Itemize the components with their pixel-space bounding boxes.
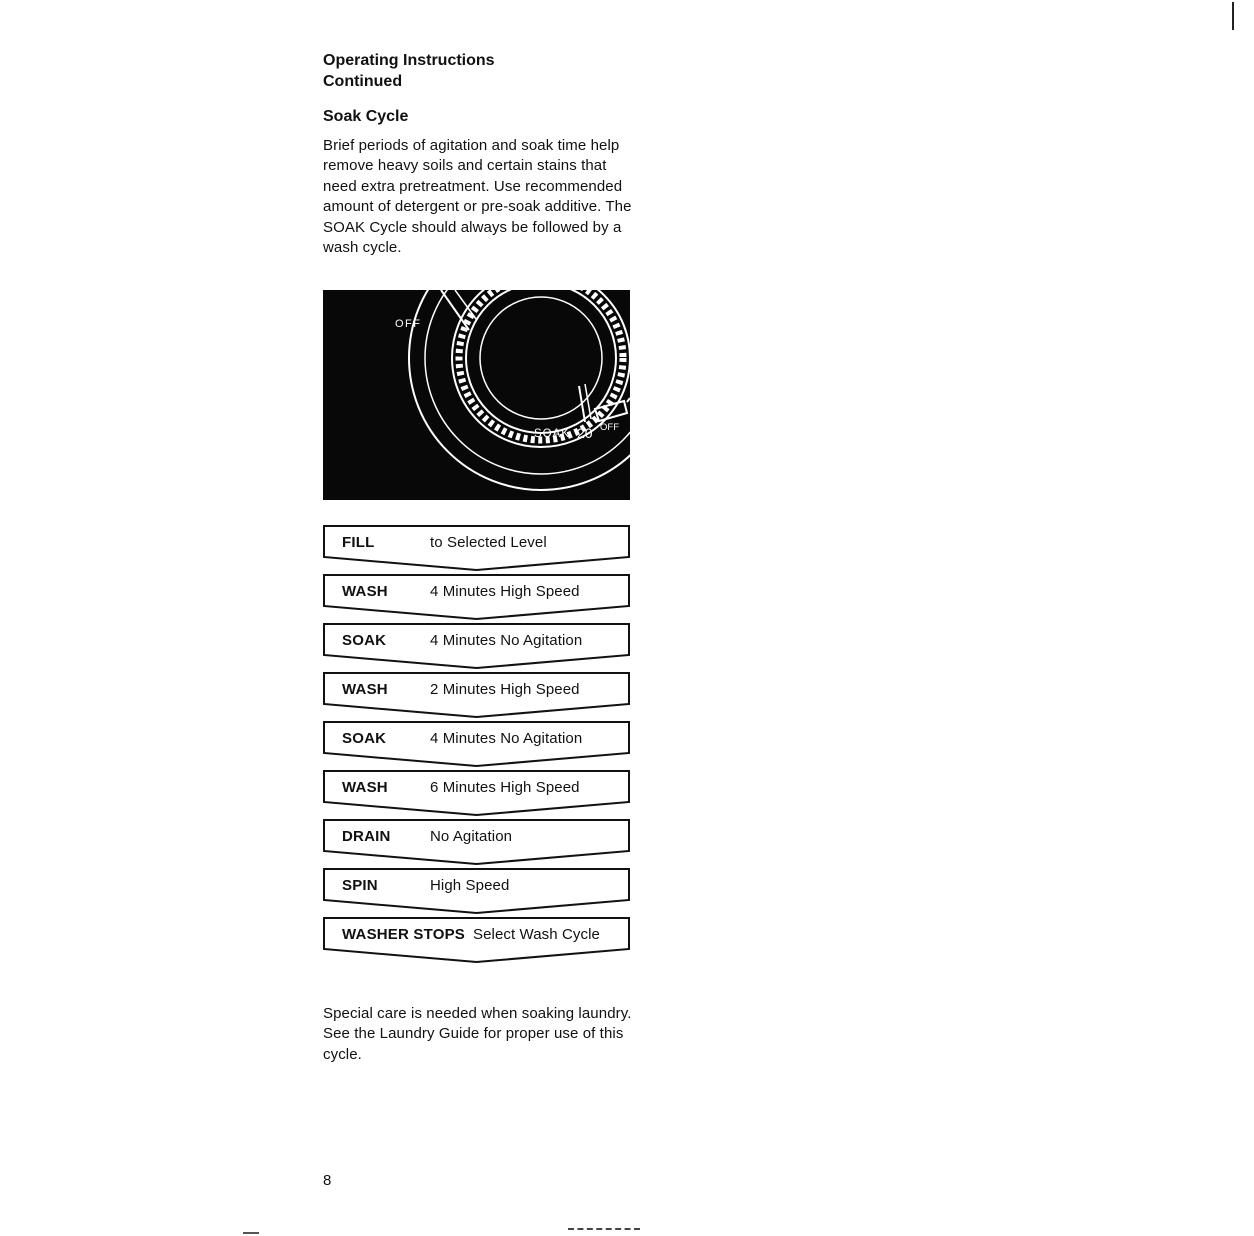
closing-paragraph: Special care is needed when soaking laundry. See the Laundry Guide for proper use of this cycle. — [323, 1005, 632, 1063]
flow-step-soak-1 — [323, 623, 630, 671]
flow-step-label: WASH — [342, 778, 388, 796]
dial-photo-graphic — [323, 290, 630, 500]
dial-label-20: 20 — [577, 425, 593, 441]
flow-step-spin — [323, 868, 630, 916]
page-header — [323, 50, 495, 92]
flow-step-drain — [323, 819, 630, 867]
section-title: Soak Cycle — [323, 108, 409, 125]
flow-step-wash-1 — [323, 574, 630, 622]
flow-step-label: SPIN — [342, 876, 378, 894]
dial-label-off-bottom: OFF — [600, 422, 619, 433]
page-header-line1: Operating Instructions — [323, 52, 495, 69]
flow-step-label: SOAK — [342, 631, 387, 649]
flow-step-description: Select Wash Cycle — [472, 925, 601, 943]
flow-step-label: WASHER STOPS — [342, 925, 465, 943]
intro-paragraph: Brief periods of agitation and soak time help remove heavy soils and certain stains that need extra pretreatment. Use recommended amount of detergent or pre-soak additive. The SOAK Cycle should always be followed by a wash cycle. — [323, 137, 632, 257]
flow-step-description: 4 Minutes High Speed — [430, 582, 580, 600]
flow-step-label: WASH — [342, 680, 388, 698]
page-header-line2: Continued — [323, 73, 403, 90]
flow-step-description: 4 Minutes No Agitation — [430, 729, 583, 747]
flow-step-description: 6 Minutes High Speed — [430, 778, 580, 796]
scan-artifact-bottom-left — [243, 1232, 259, 1234]
dial-label-soak: SOAK — [534, 428, 570, 440]
cycle-flowchart — [323, 525, 630, 966]
flow-step-soak-2 — [323, 721, 630, 769]
flow-step-description: to Selected Level — [430, 533, 547, 551]
dial-label-off-top: OFF — [395, 318, 422, 330]
scan-artifact-top-right — [1232, 2, 1234, 30]
flow-step-label: DRAIN — [342, 827, 391, 845]
page-number: 8 — [323, 1172, 332, 1189]
flow-step-wash-3 — [323, 770, 630, 818]
flow-step-wash-2 — [323, 672, 630, 720]
flow-step-label: WASH — [342, 582, 388, 600]
flow-step-description: High Speed — [430, 876, 510, 894]
flow-step-description: No Agitation — [430, 827, 513, 845]
scan-artifact-bottom-center — [568, 1228, 640, 1230]
dial-photo — [323, 290, 630, 500]
flow-step-washer-stops — [323, 917, 630, 965]
flow-step-label: FILL — [342, 533, 375, 551]
flow-step-label: SOAK — [342, 729, 387, 747]
flow-step-description: 2 Minutes High Speed — [430, 680, 580, 698]
flow-step-description: 4 Minutes No Agitation — [430, 631, 583, 649]
flow-step-fill — [323, 525, 630, 573]
